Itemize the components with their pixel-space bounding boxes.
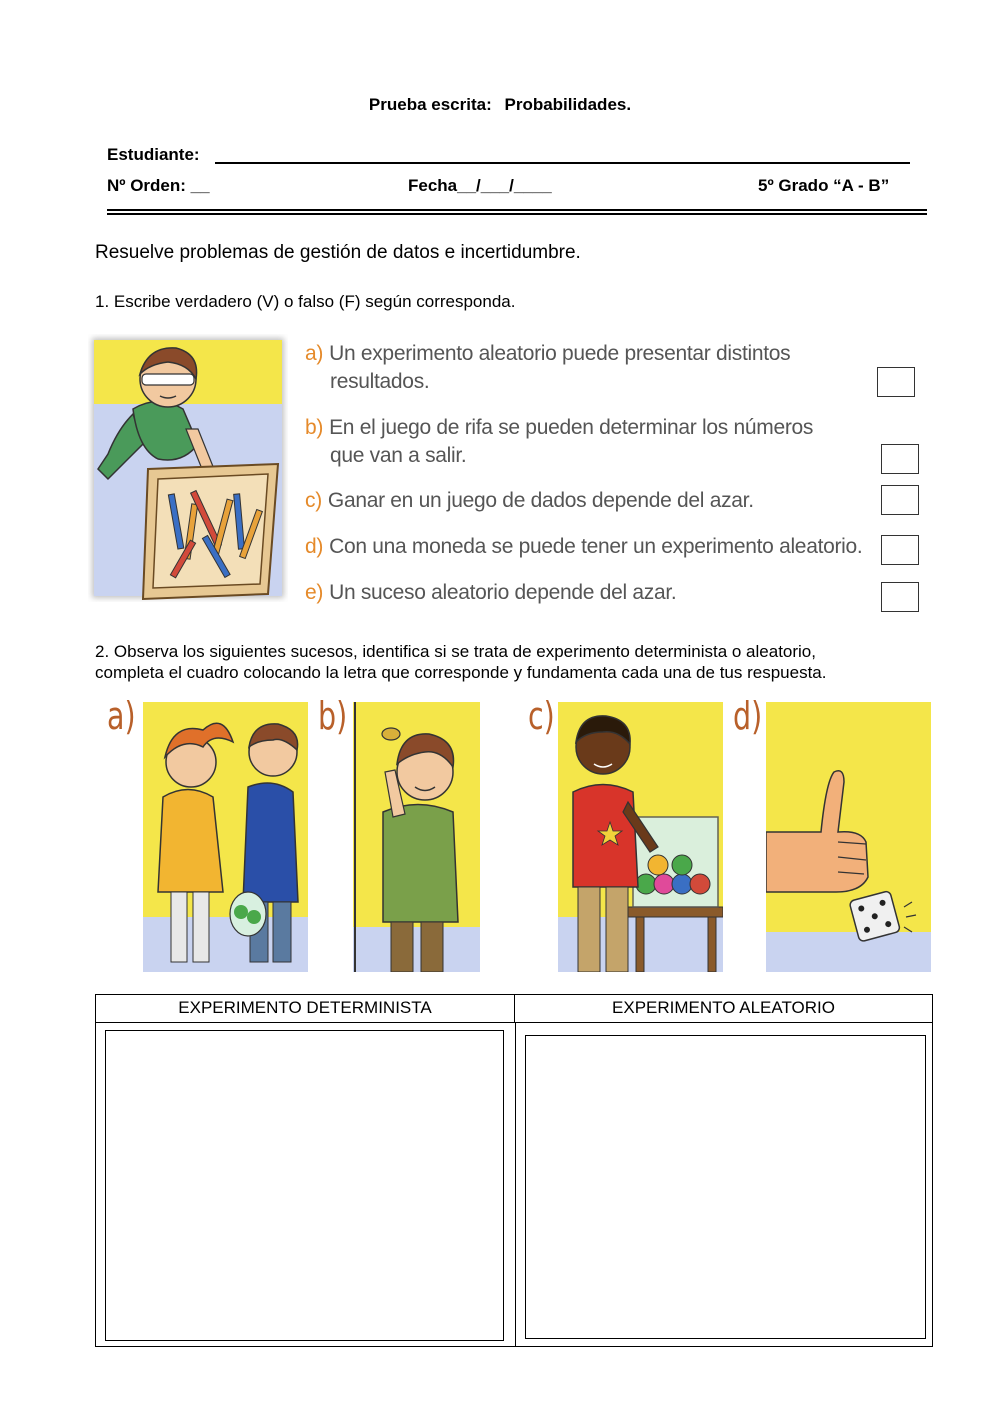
statement-e-text: Un suceso aleatorio depende del azar.	[329, 581, 677, 604]
answer-box-d[interactable]	[881, 535, 919, 565]
hand-throwing-die-illustration	[766, 702, 931, 972]
boy-tossing-coin-illustration	[353, 702, 480, 972]
header-divider-bottom	[107, 213, 927, 215]
blindfolded-girl-illustration	[88, 334, 288, 602]
question-2-prompt-line-2: completa el cuadro colocando la letra que corresponde y fundamenta cada una de tus respuesta.	[95, 663, 827, 682]
answer-box-b[interactable]	[881, 444, 919, 474]
order-label: Nº Orden: __	[107, 176, 210, 195]
intro-text: Resuelve problemas de gestión de datos e incertidumbre.	[95, 242, 581, 263]
classification-table	[95, 994, 933, 1347]
statement-d-text: Con una moneda se puede tener un experimento aleatorio.	[329, 535, 863, 558]
answer-box-c[interactable]	[881, 485, 919, 515]
random-answer-box[interactable]	[525, 1035, 926, 1339]
student-name-field[interactable]	[215, 162, 910, 164]
statement-c-letter: c)	[305, 489, 322, 512]
statement-b	[305, 414, 813, 470]
grade-label: 5º Grado “A - B”	[758, 176, 890, 195]
picture-letter-c: c)	[528, 694, 555, 738]
statement-a	[305, 340, 790, 396]
title-label: Prueba escrita:	[368, 95, 492, 114]
children-drawing-ball-illustration	[143, 702, 308, 972]
statement-c	[305, 487, 754, 515]
statement-a-letter: a)	[305, 342, 324, 365]
answer-box-e[interactable]	[881, 582, 919, 612]
question-2-prompt-line-1: 2. Observa los siguientes sucesos, identifica si se trata de experimento determinista o aleatorio,	[95, 642, 816, 661]
date-label: Fecha__/___/____	[408, 176, 552, 195]
statement-c-text: Ganar en un juego de dados depende del azar.	[327, 489, 754, 512]
statement-a-text-1: Un experimento aleatorio puede presentar distintos	[329, 342, 791, 365]
statement-b-text-2: que van a salir.	[330, 444, 467, 467]
deterministic-answer-box[interactable]	[105, 1030, 504, 1341]
statement-b-letter: b)	[305, 416, 324, 439]
statement-b-text-1: En el juego de rifa se pueden determinar los números	[329, 416, 814, 439]
picture-letter-b: b)	[318, 694, 348, 738]
picture-letter-d: d)	[733, 694, 763, 738]
statement-e	[305, 579, 676, 607]
student-label: Estudiante:	[107, 145, 200, 164]
statement-e-letter: e)	[305, 581, 324, 604]
header-divider-top	[107, 209, 927, 211]
column-header-deterministic: EXPERIMENTO DETERMINISTA	[96, 995, 515, 1023]
question-1-prompt: 1. Escribe verdadero (V) o falso (F) según corresponda.	[95, 292, 516, 311]
answer-box-a[interactable]	[877, 367, 915, 397]
column-header-random: EXPERIMENTO ALEATORIO	[515, 995, 932, 1023]
question-2-prompt	[95, 641, 915, 683]
page-title	[0, 95, 1000, 115]
statement-d-letter: d)	[305, 535, 324, 558]
statement-a-text-2: resultados.	[330, 370, 430, 393]
column-divider	[515, 1023, 516, 1346]
title-topic: Probabilidades.	[504, 95, 632, 114]
picture-letter-a: a)	[107, 694, 136, 738]
statement-d	[305, 533, 862, 561]
boy-raffle-balls-illustration	[558, 702, 723, 972]
